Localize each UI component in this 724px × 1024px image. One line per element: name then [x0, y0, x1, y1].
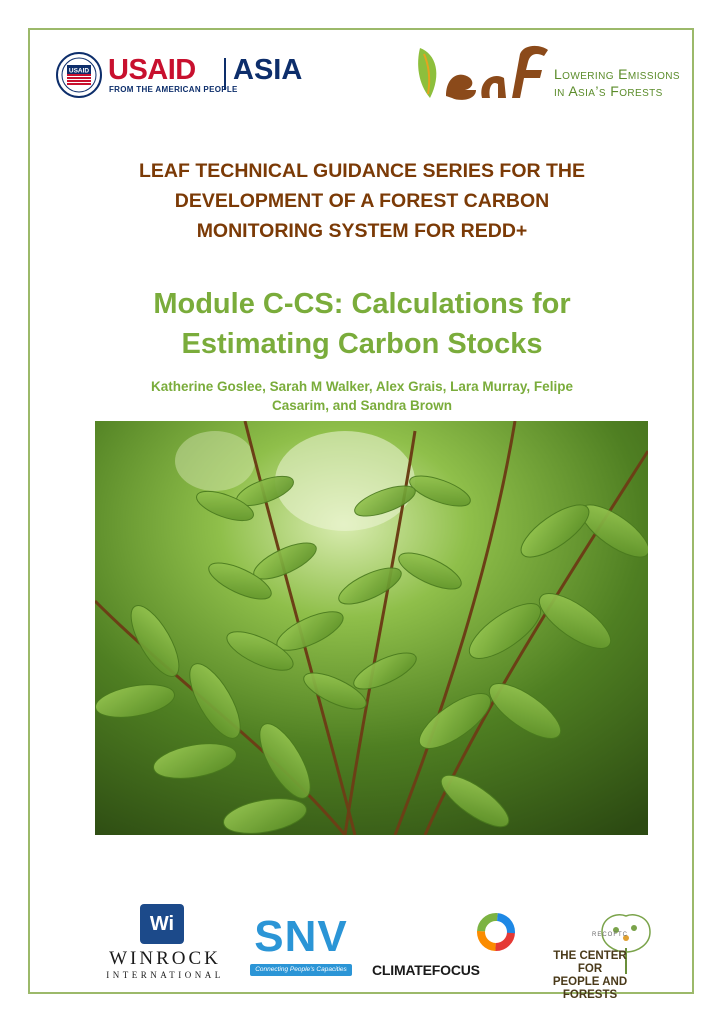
recoftc-name-line2: PEOPLE AND FORESTS	[552, 976, 628, 1001]
usaid-region: ASIA	[233, 54, 303, 86]
series-title-line: LEAF TECHNICAL GUIDANCE SERIES FOR THE	[139, 160, 585, 182]
climate-focus-ring-icon	[476, 912, 516, 952]
winrock-mark-text: Wi	[149, 913, 175, 935]
usaid-tagline: FROM THE AMERICAN PEOPLE	[109, 85, 238, 94]
snv-logo	[246, 912, 356, 978]
usaid-seal-text: USAID	[68, 67, 90, 75]
winrock-sub: INTERNATIONAL	[106, 970, 224, 980]
leaf-wordmark-icon	[416, 40, 554, 106]
recoftc-name-line1: THE CENTER FOR	[553, 950, 627, 975]
climate-focus-logo	[372, 912, 522, 982]
leaf-logo	[416, 40, 696, 106]
series-title-line: DEVELOPMENT OF A FOREST CARBON	[174, 190, 550, 212]
recoftc-label: RECOFTC	[592, 932, 628, 938]
cover-photo-fern	[95, 421, 648, 835]
leaf-tagline-line2: in Asia’s Forests	[554, 83, 663, 99]
module-title-line: Module C-CS: Calculations for	[153, 288, 571, 320]
climate-focus-wordmark: CLIMATEFOCUS	[372, 962, 480, 978]
authors-line: Casarim, and Sandra Brown	[271, 398, 453, 413]
snv-wordmark: SNV	[254, 912, 348, 961]
authors	[60, 377, 664, 415]
usaid-wordmark: USAID	[108, 54, 196, 86]
winrock-name: WINROCK	[109, 948, 221, 969]
winrock-logo	[100, 904, 230, 986]
recoftc-name	[540, 950, 640, 1002]
module-title-line: Estimating Carbon Stocks	[181, 328, 543, 360]
series-title	[80, 156, 644, 246]
leaf-tagline-line1: Lowering Emissions	[554, 66, 680, 82]
module-title	[60, 284, 664, 364]
snv-tagline: Connecting People's Capacities	[250, 964, 352, 976]
usaid-seal-icon	[56, 52, 102, 98]
recoftc-logo	[538, 908, 668, 1001]
authors-line: Katherine Goslee, Sarah M Walker, Alex Grais, Lara Murray, Felipe	[151, 379, 573, 394]
leaf-tagline	[554, 66, 680, 100]
usaid-asia-logo	[56, 52, 326, 98]
series-title-line: MONITORING SYSTEM FOR REDD+	[196, 220, 528, 242]
winrock-mark-icon	[140, 904, 184, 944]
